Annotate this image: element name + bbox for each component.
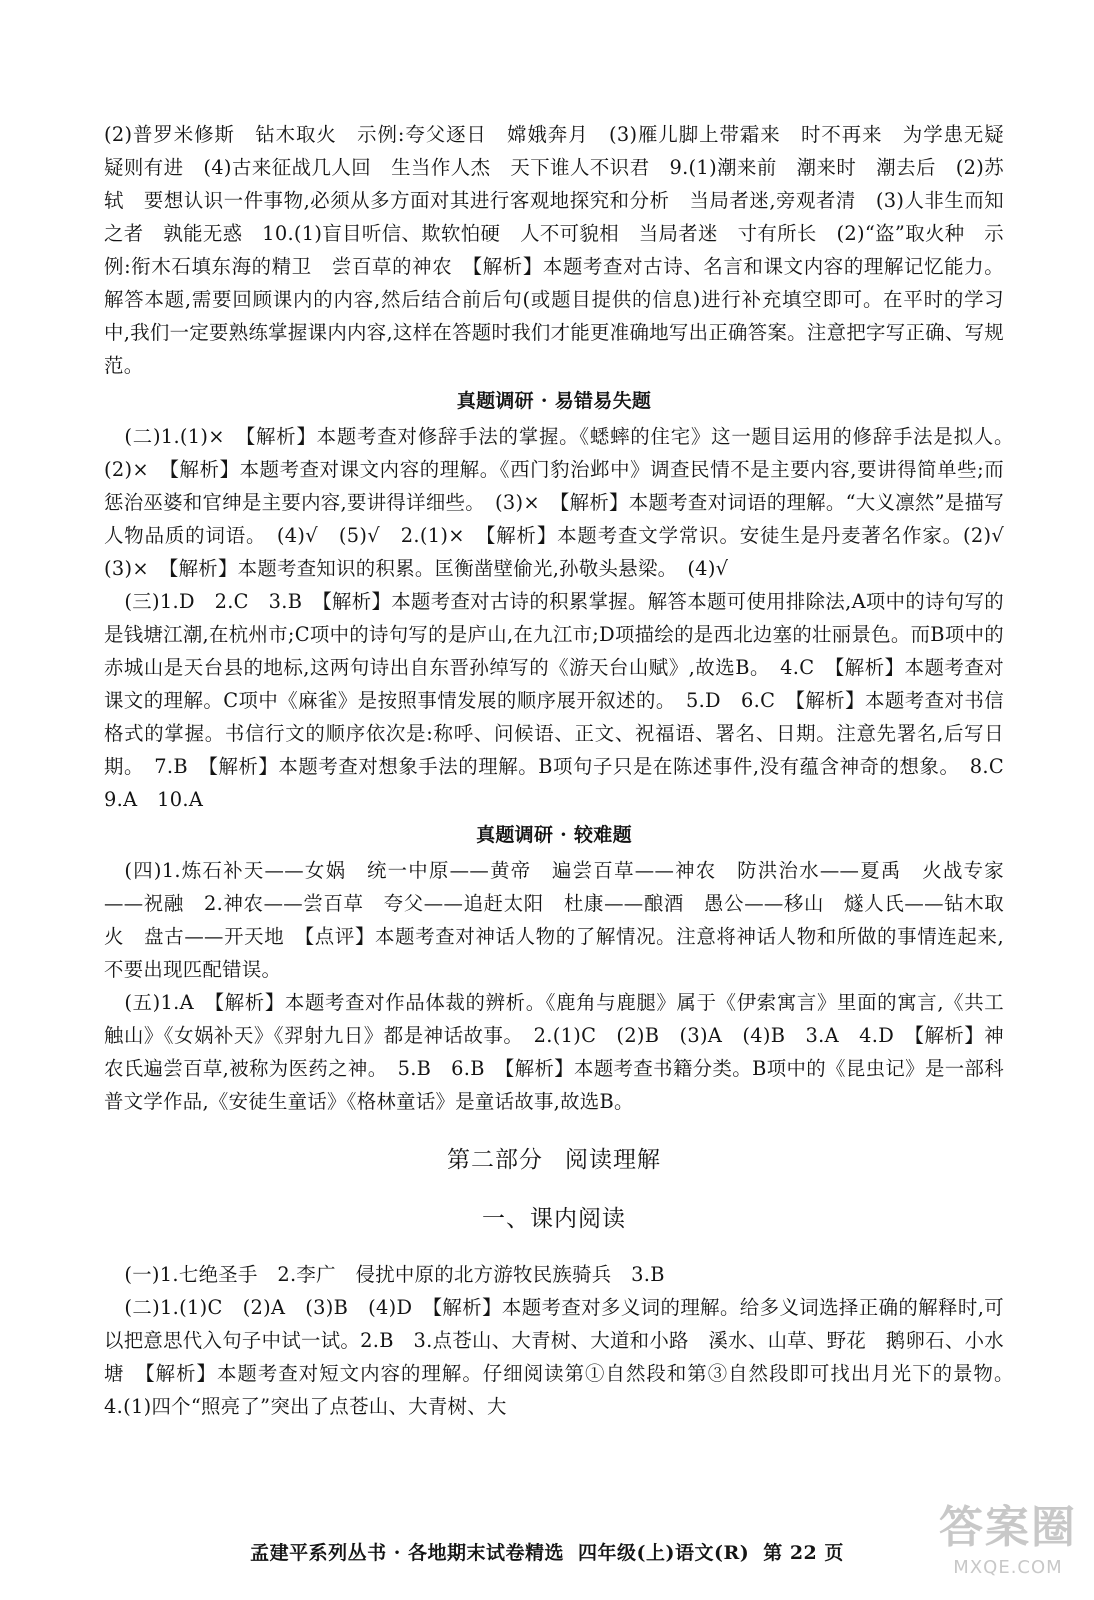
watermark-logo-text: 答案圈 <box>939 1502 1077 1553</box>
answer-paragraph-5: (五)1.A 【解析】本题考查对作品体裁的辨析。《鹿角与鹿腿》属于《伊索寓言》里面的寓言,《共工触山》《女娲补天》《羿射九日》都是神话故事。 2.(1)C (2)B (3)A (4)B 3.A 4.D 【解析】神农氏遍尝百草,被称为医药之神。 5.B 6.B 【解析】本题考查书籍分类。B项中的《昆虫记》是一部科普文学作品,《安徒生童话》《格林童话》是童话故事,故选B。 <box>104 991 1004 1113</box>
answer-paragraph-3: (三)1.D 2.C 3.B 【解析】本题考查对古诗的积累掌握。解答本题可使用排除法,A项中的诗句写的是钱塘江潮,在杭州市;C项中的诗句写的是庐山,在九江市;D项描绘的是西北边塞的壮丽景色。而B项中的赤城山是天台县的地标,这两句诗出自东晋孙绰写的《游天台山赋》,故选B。 4.C 【解析】本题考查对课文的理解。C项中《麻雀》是按照事情发展的顺序展开叙述的。 5.D 6.C 【解析】本题考查对书信格式的掌握。书信行文的顺序依次是:称呼、问候语、正文、祝福语、署名、日期。注意先署名,后写日期。 7.B 【解析】本题考查对想象手法的理解。B项句子只是在陈述事件,没有蕴含神奇的想象。 8.C 9.A 10.A <box>104 590 1024 811</box>
answer-paragraph-2: (二)1.(1)× 【解析】本题考查对修辞手法的掌握。《蟋蟀的住宅》这一题目运用的修辞手法是拟人。 (2)× 【解析】本题考查对课文内容的理解。《西门豹治邺中》调查民情不是主要内容,要讲得简单些;而惩治巫婆和官绅是主要内容,要讲得详细些。 (3)× 【解析】本题考查对词语的理解。“大义凛然”是描写人物品质的词语。 (4)√ (5)√ 2.(1)× 【解析】本题考查文学常识。安徒生是丹麦著名作家。(2)√ (3)× 【解析】本题考查知识的积累。匡衡凿壁偷光,孙敬头悬梁。 (4)√ <box>104 425 1024 580</box>
section-heading-easy-mistakes: 真题调研 · 易错易失题 <box>456 390 652 412</box>
answer-paragraph-7: (二)1.(1)C (2)A (3)B (4)D 【解析】本题考查对多义词的理解。给多义词选择正确的解释时,可以把意思代入句子中试一试。2.B 3.点苍山、大青树、大道和小路 溪水、山草、野花 鹅卵石、小水塘 【解析】本题考查对短文内容的理解。仔细阅读第①自然段和第③自然段即可找出月光下的景物。 4.(1)四个“照亮了”突出了点苍山、大青树、大 <box>104 1296 1024 1418</box>
answer-paragraph-6: (一)1.七绝圣手 2.李广 侵扰中原的北方游牧民族骑兵 3.B <box>124 1263 665 1286</box>
footer-grade: 四年级(上)语文(R) <box>577 1542 750 1564</box>
answer-paragraph-1: (2)普罗米修斯 钻木取火 示例:夸父逐日 嫦娥奔月 (3)雁儿脚上带霜来 时不再来 为学患无疑 疑则有进 (4)古来征战几人回 生当作人杰 天下谁人不识君 9.(1)潮来前 潮来时 潮去后 (2)苏轼 要想认识一件事物,必须从多方面对其进行客观地探究和分析 当局者迷,旁观者清 (3)人非生而知之者 孰能无惑 10.(1)盲目听信、欺软怕硬 人不可貌相 当局者迷 寸有所长 (2)“盗”取火种 示例:衔木石填东海的精卫 尝百草的神农 【解析】本题考查对古诗、名言和课文内容的理解记忆能力。解答本题,需要回顾课内的内容,然后结合前后句(或题目提供的信息)进行补充填空即可。在平时的学习中,我们一定要熟练掌握课内内容,这样在答题时我们才能更准确地写出正确答案。注意把字写正确、写规范。 <box>104 123 1024 377</box>
watermark-url: MXQE.COM <box>953 1557 1063 1578</box>
footer-page-number: 第 22 页 <box>763 1542 844 1564</box>
part-number: 第二部分 <box>447 1147 543 1173</box>
footer-series: 孟建平系列丛书 · 各地期末试卷精选 <box>250 1542 564 1564</box>
part-heading <box>104 1144 1004 1177</box>
part-name: 阅读理解 <box>565 1147 661 1173</box>
subsection-heading: 一、课内阅读 <box>482 1206 626 1232</box>
answer-page <box>104 118 1024 1423</box>
answer-paragraph-4: (四)1.炼石补天——女娲 统一中原——黄帝 遍尝百草——神农 防洪治水——夏禹 火战专家——祝融 2.神农——尝百草 夸父——追赶太阳 杜康——酿酒 愚公——移山 燧人氏——钻木取火 盘古——开天地 【点评】本题考查对神话人物的了解情况。注意将神话人物和所做的事情连起来,不要出现匹配错误。 <box>104 859 1004 981</box>
page-footer <box>0 1538 1094 1565</box>
section-heading-difficult: 真题调研 · 较难题 <box>476 824 632 846</box>
watermark-logo <box>938 1500 1078 1596</box>
